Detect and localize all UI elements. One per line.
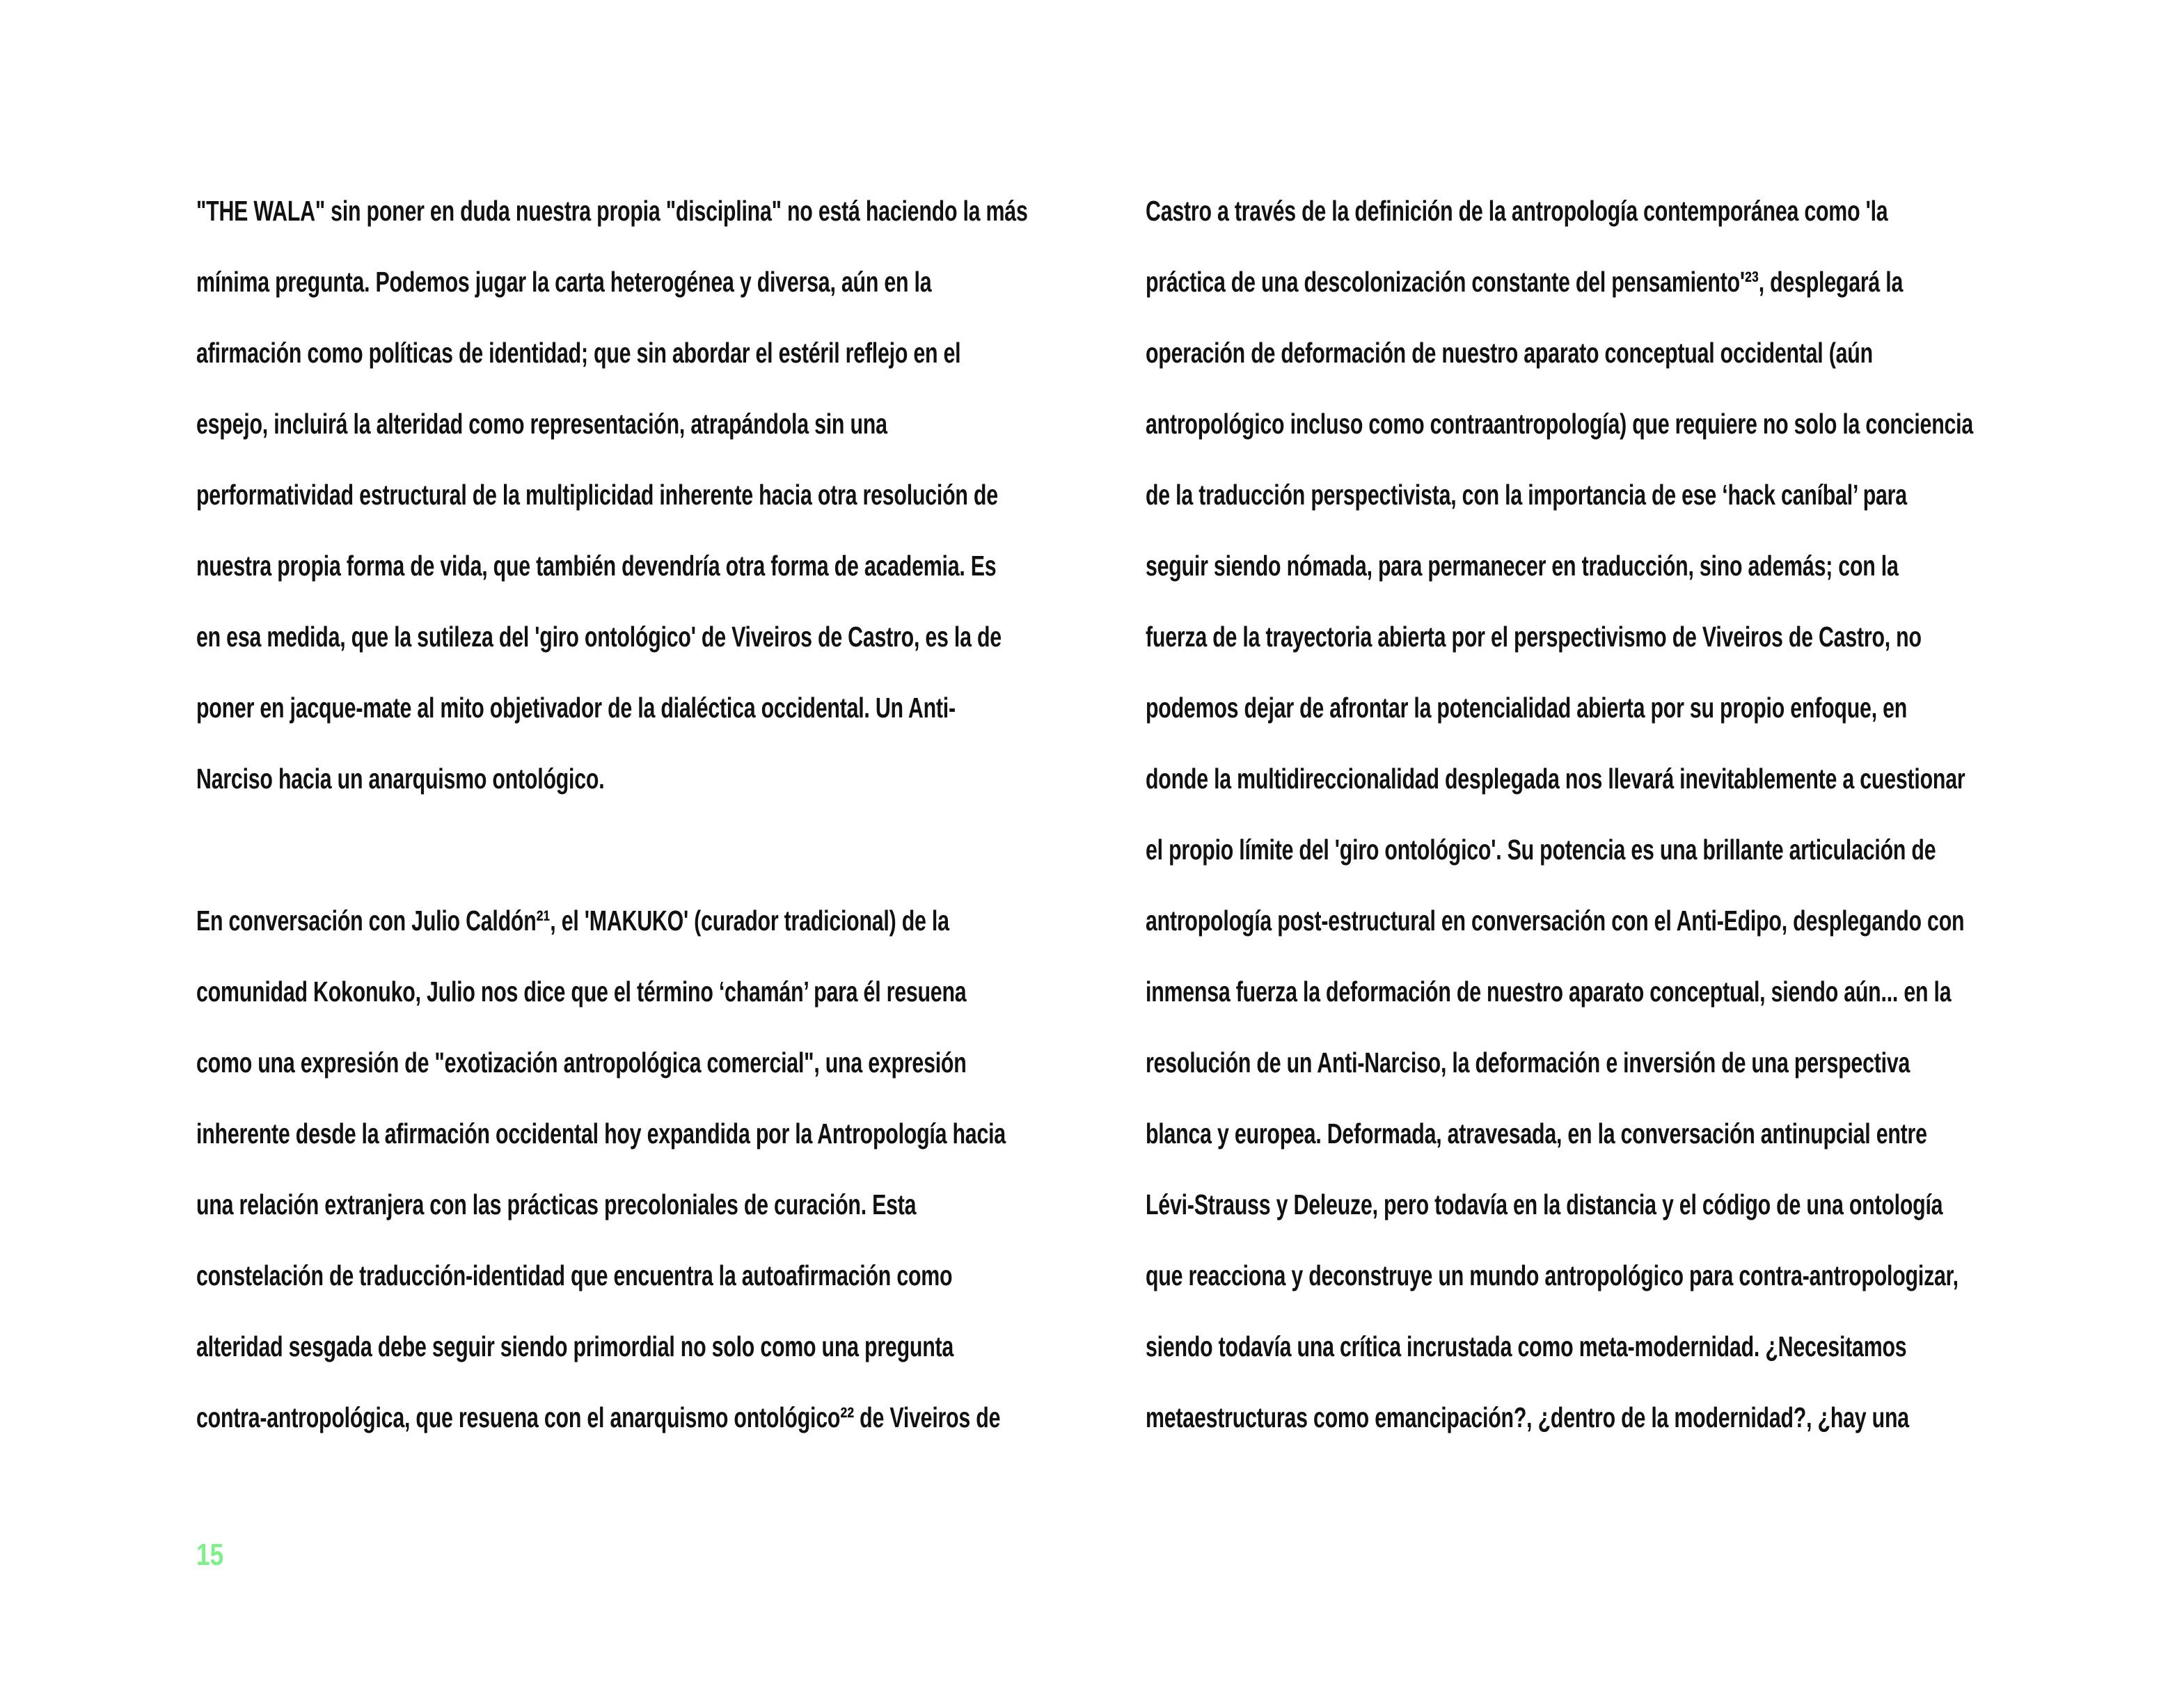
text-line: poner en jacque-mate al mito objetivador de la dialéctica occidental. Un Anti- <box>196 692 956 724</box>
text-line: performatividad estructural de la multiplicidad inherente hacia otra resolución de <box>196 479 998 511</box>
text-line: Lévi-Strauss y Deleuze, pero todavía en la distancia y el código de una ontología <box>1146 1188 1943 1220</box>
text-line: contra-antropológica, que resuena con el anarquismo ontológico²² de Viveiros de <box>196 1401 1001 1433</box>
text-line: antropología post-estructural en conversación con el Anti-Edipo, desplegando con <box>1146 905 1965 937</box>
paragraph-2 <box>196 896 1066 1464</box>
text-line: en esa medida, que la sutileza del 'giro ontológico' de Viveiros de Castro, es la de <box>196 621 1002 653</box>
left-column <box>196 186 1066 1464</box>
text-line: práctica de una descolonización constante del pensamiento'²³, desplegará la <box>1146 266 1904 298</box>
text-line: el propio límite del 'giro ontológico'. Su potencia es una brillante articulación de <box>1146 834 1936 866</box>
text-line: inmensa fuerza la deformación de nuestro aparato conceptual, siendo aún... en la <box>1146 976 1952 1008</box>
text-line: comunidad Kokonuko, Julio nos dice que el término ‘chamán’ para él resuena <box>196 976 967 1008</box>
text-line: siendo todavía una crítica incrustada como meta-modernidad. ¿Necesitamos <box>1146 1330 1907 1362</box>
text-line: nuestra propia forma de vida, que también devendría otra forma de academia. Es <box>196 550 997 582</box>
text-line: donde la multidireccionalidad desplegada nos llevará inevitablemente a cuestionar <box>1146 763 1965 795</box>
text-line: antropológico incluso como contraantropología) que requiere no solo la conciencia <box>1146 408 1974 440</box>
text-line: espejo, incluirá la alteridad como representación, atrapándola sin una <box>196 408 887 440</box>
text-line: resolución de un Anti-Narciso, la deformación e inversión de una perspectiva <box>1146 1047 1910 1079</box>
text-line: En conversación con Julio Caldón²¹, el 'MAKUKO' (curador tradicional) de la <box>196 905 949 937</box>
text-line: "THE WALA" sin poner en duda nuestra propia "disciplina" no está haciendo la más <box>196 195 1028 227</box>
text-line: que reacciona y deconstruye un mundo antropológico para contra-antropologizar, <box>1146 1259 1959 1291</box>
text-line: podemos dejar de afrontar la potencialidad abierta por su propio enfoque, en <box>1146 692 1908 724</box>
text-line: afirmación como políticas de identidad; que sin abordar el estéril reflejo en el <box>196 337 961 369</box>
text-line: seguir siendo nómada, para permanecer en traducción, sino además; con la <box>1146 550 1899 582</box>
text-line: una relación extranjera con las prácticas precoloniales de curación. Esta <box>196 1188 917 1220</box>
text-line: blanca y europea. Deformada, atravesada, en la conversación antinupcial entre <box>1146 1118 1927 1150</box>
text-line: Narciso hacia un anarquismo ontológico. <box>196 763 605 795</box>
text-line: alteridad sesgada debe seguir siendo primordial no solo como una pregunta <box>196 1330 954 1362</box>
page-number: 15 <box>196 1538 224 1572</box>
right-column <box>1146 186 2016 1464</box>
paragraph-gap <box>196 825 840 896</box>
text-line: metaestructuras como emancipación?, ¿dentro de la modernidad?, ¿hay una <box>1146 1401 1909 1433</box>
text-line: Castro a través de la definición de la antropología contemporánea como 'la <box>1146 195 1888 227</box>
text-line: fuerza de la trayectoria abierta por el perspectivismo de Viveiros de Castro, no <box>1146 621 1922 653</box>
text-line: operación de deformación de nuestro aparato conceptual occidental (aún <box>1146 337 1873 369</box>
text-line: de la traducción perspectivista, con la importancia de ese ‘hack caníbal’ para <box>1146 479 1907 511</box>
text-line: inherente desde la afirmación occidental hoy expandida por la Antropología hacia <box>196 1118 1006 1150</box>
paragraph-1 <box>196 186 1066 825</box>
text-line: como una expresión de "exotización antropológica comercial", una expresión <box>196 1047 967 1079</box>
text-line: constelación de traducción-identidad que encuentra la autoafirmación como <box>196 1259 953 1291</box>
text-line: mínima pregunta. Podemos jugar la carta heterogénea y diversa, aún en la <box>196 266 932 298</box>
